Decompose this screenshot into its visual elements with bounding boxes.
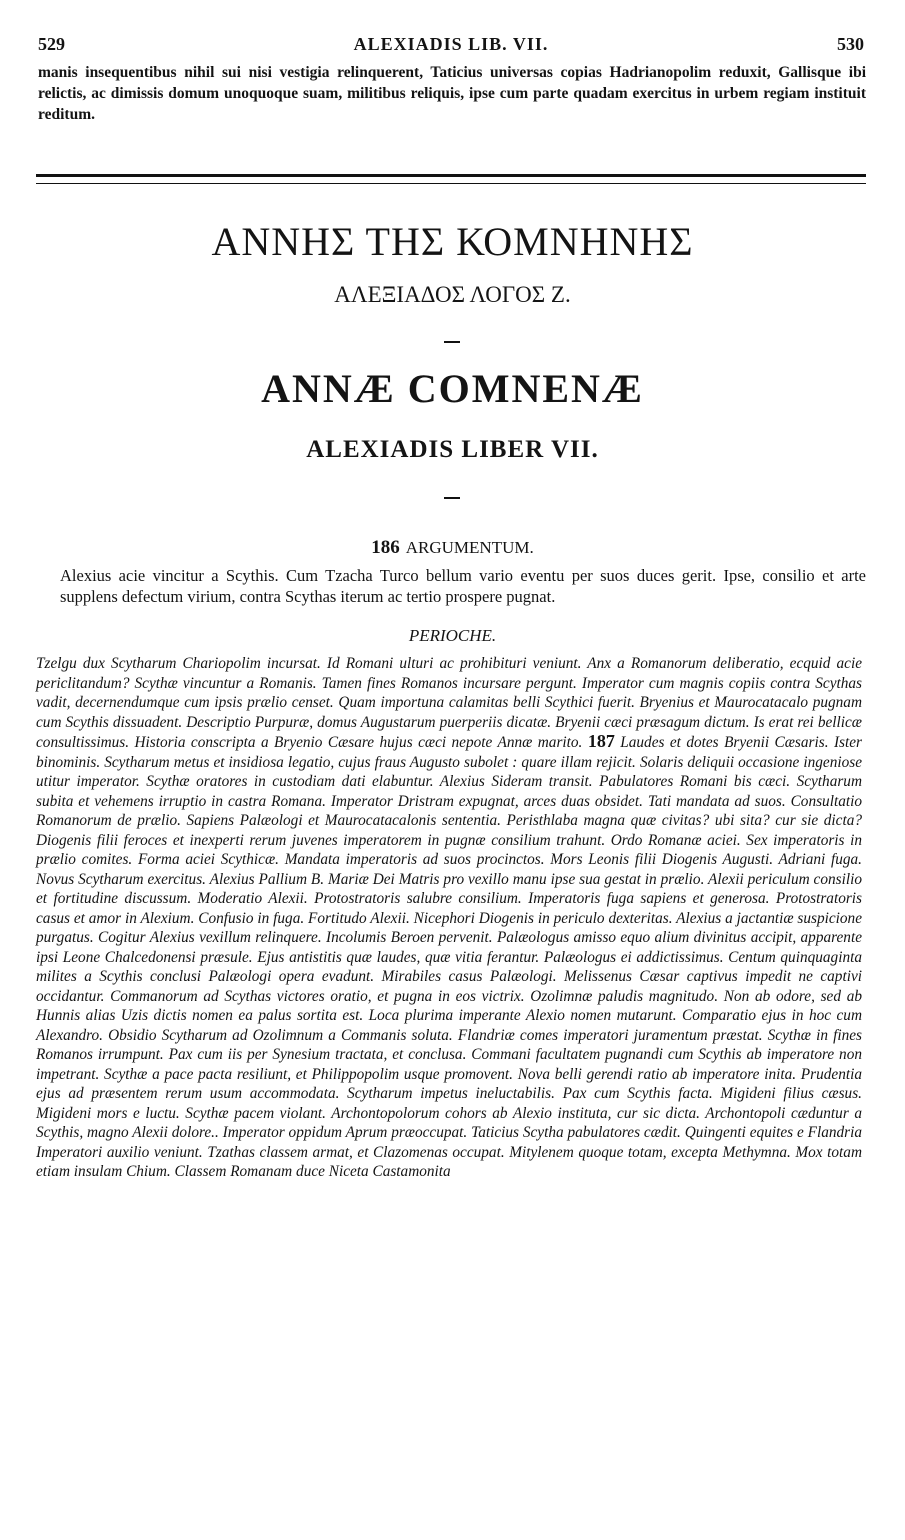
periochae-text-part: Laudes et dotes Bryenii Cæsaris. Ister binominis. Scytharum metus et insidiosa legatio, cujus fraus Augusto subolet : quare illam rejicit. Solaris deliquii occasione ingeniose utitur imperator. Scythæ oratores in custodiam dati elabuntur. Alexius Sideram transit. Pabulatores Romani bis cæci. Scytharum subita et vehemens irruptio in castra Romana. Imperator Dristram expugnat, arces duas obsidet. Tati mandata ad suos. Consultatio Romanorum de prælio. Sapiens Palæologi et Maurocatacalonis sententia. Peristhlaba magna quæ civitas? ubi sita? cur sie dicta? Diogenis filii feroces et inexperti rerum juvenes imperatorem in pugnæ consilium trahunt. Ordo Romanæ aciei. Sex imperatoris in prælio comites. Forma aciei Scythicæ. Mandata imperatoris ad suos procinctos. Mors Leonis filii Diogenis Augusti. Adriani fuga. Novus Scytharum exercitus. Alexius Pallium B. Mariæ Dei Matris pro vexillo manu ipse sua gestat in prælio. Alexii periculum consilio et fortitudine discussum. Moderatio Alexii. Protostratoris salubre consilium. Imperatoris fuga sapiens et generosa. Protostratoris casus et amor in Alexium. Confusio in fuga. Fortitudo Alexii. Nicephori Diogenis in periculo dexteritas. Alexius a jactantiæ suspicione purgatus. Cogitur Alexius vexillum relinquere. Incolumis Beroen pervenit. Palæologus amisso equo alium divinitus accipit, apparente ipsi Leone Chalcedonensi præsule. Ejus antistitis quæ laudes, quæ vitia ferantur. Palæologus ei addictissimus. Centum quinquaginta milites a Scythis conclusi Palæologi opera evadunt. Mirabiles casus Palæologi. Melissenus Cæsar captivus impedit ne captivi occidantur. Commanorum ad Scythas victores oratio, et pugna in eos victrix. Ozolimnæ paludis magnitudo. Non ab odore, sed ab Hunnis alias Uzis dictis nomen ea palus sortita est. Loca plurima imperante Alexio nomen mutarunt. Comparatio ejus in hoc cum Alexandro. Obsidio Scytharum ad Ozolimnum a Commanis soluta. Flandriæ comes imperatori juramentum præstat. Scythæ in fines Romanos irrumpunt. Pax cum iis per Synesium tractata, et conclusa. Commani facultatem pugnandi cum Scythis ab imperatore non impetrant. Scythæ a pace pacta resiliunt, et Philippopolim usque promovent. Nova belli gerendi ratio ab imperatore inita. Prudentia ejus ad præsentem rerum usum accommodata. Scytharum impetus ineluctabilis. Pax cum Scythis facta. Migideni filius cæsus. Migideni mors e luctu. Scythæ pacem violant. Archontopolorum cohors ab Alexio instituta, cur sic dicta. Archontopoli cæduntur a Scythis, magno Alexii dolore.. Imperator oppidum Aprum præoccupat. Taticius Scytha pabulatores cædit. Quingenti equites e Flandria Imperatori auxilio veniunt. Tzathas classem armat, et Clazomenas occupat. Mitylenem quoque totam, excepta Methymna. Mox totam etiam insulam Chium. Classem Romanam duce Niceta Castamonita bbox=[36, 734, 862, 1180]
periochae-text-part: Tzelgu dux Scytharum Chariopolim incursat. Id Romani ulturi ac prohibituri veniunt. Anx a Romanorum deliberatio, ecquid acie periclitandum? Scythæ vincuntur a Romanis. Tamen fines Romanos incursare pergunt. Imperator cum magnis copiis contra Scythas vadit, decernendumque cum ipsis prælio censet. Quam importuna calamitas belli Scythici fuerit. Bryenius et Maurocatacalo pugnam cum Scythis dissuadent. Descriptio Purpuræ, domus Augustarum puerperiis dicatæ. Bryenii cæci præsagum dictum. Is erat rei bellicæ consultissimus. Historia conscripta a Bryenio Cæsare hujus cæci nepote Annæ marito. bbox=[36, 655, 862, 751]
margin-number: 187 bbox=[587, 731, 615, 751]
short-dash-divider bbox=[444, 497, 460, 499]
short-dash-divider bbox=[444, 341, 460, 343]
double-rule-divider bbox=[36, 174, 866, 184]
argumentum-label: ARGUMENTUM. bbox=[405, 538, 534, 557]
periochae-heading: PERIOCHE. bbox=[408, 626, 497, 645]
latin-subtitle: ALEXIADIS LIBER VII. bbox=[306, 436, 599, 463]
running-title: ALEXIADIS LIB. VII. bbox=[353, 34, 549, 54]
latin-title: ANNÆ COMNENÆ bbox=[261, 366, 644, 411]
greek-subtitle: ΑΛΕΞΙΑΔΟΣ ΛΟΓΟΣ Ζ. bbox=[334, 282, 571, 307]
page-number-right: 530 bbox=[837, 34, 864, 54]
periochae-text bbox=[36, 654, 862, 1182]
argumentum-heading bbox=[0, 537, 905, 559]
top-paragraph: manis insequentibus nihil sui nisi vestigia relinquerent, Taticius universas copias Hadrianopolim reduxit, Gallisque ibi relictis, ac dimissis domum unoquoque suam, militibus reliquis, ipse cum parte quadam exercitus in urbem regiam instituit reditum. bbox=[38, 64, 866, 123]
greek-title: ΑΝΝΗΣ ΤΗΣ ΚΟΜΝΗΝΗΣ bbox=[211, 219, 694, 264]
page-number-left: 529 bbox=[38, 34, 65, 54]
margin-number: 186 bbox=[371, 537, 400, 558]
running-header bbox=[38, 34, 864, 58]
argumentum-text: Alexius acie vincitur a Scythis. Cum Tzacha Turco bellum vario eventu per suos duces gerit. Ipse, consilio et arte supplens defectum virium, contra Scythas iterum ac tertio prospere pugnat. bbox=[60, 566, 866, 606]
